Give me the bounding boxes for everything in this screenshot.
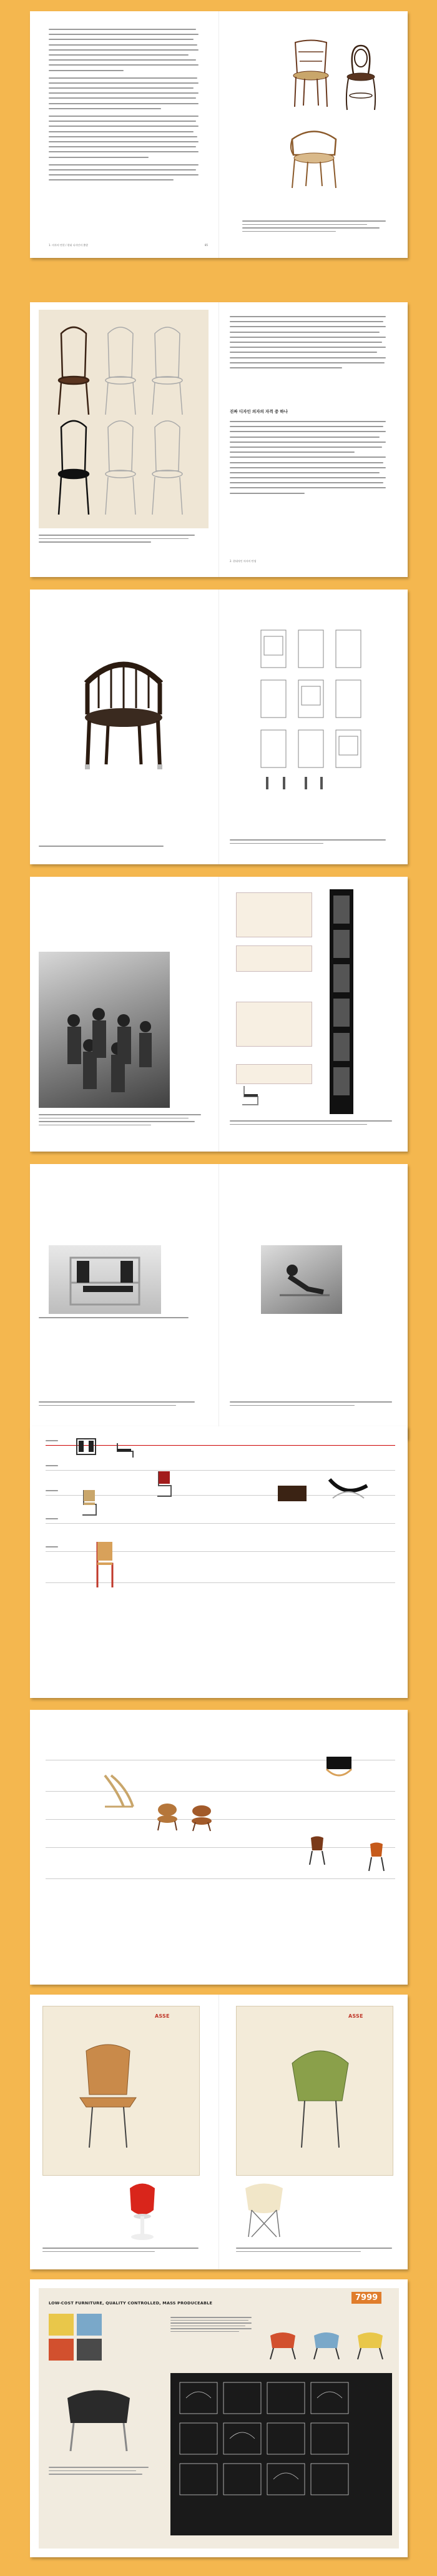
timeline-rule [46,1819,395,1820]
armchair-photo [74,646,174,771]
catalog-title-right: ASSE [348,2013,363,2019]
figure-caption-right [230,1120,398,1127]
chair-icon [327,1473,370,1501]
book-spread-1 [30,11,408,258]
figure-caption-right [230,1401,398,1408]
chair-icon [277,1483,308,1504]
timeline-year-label [46,1465,58,1470]
chair-icon [114,1440,136,1459]
sidebar-note-3 [236,1002,312,1047]
tulip-chair [124,2182,161,2244]
cantilever-chair-icon [239,1083,264,1108]
chair-icon [102,1772,136,1810]
book-spread-3 [30,590,408,864]
timeline-year-label [46,1546,58,1551]
section-heading: 진짜 디자인 의자의 자격 중 하나 [230,409,288,414]
chair-icon [80,1489,99,1517]
book-spread-7 [30,1710,408,1985]
shell-chair [242,2182,286,2238]
book-spread-2 [30,302,408,577]
chair-icon [305,1835,330,1866]
timeline-rule [46,1791,395,1792]
timeline-year-label [46,1490,58,1495]
poster-text-block [170,2317,252,2334]
body-text-column [49,29,199,184]
chair-icon [155,1800,180,1832]
sketched-armchair [280,2038,361,2151]
figure-caption-right [230,839,392,846]
folio-right: 2. 현대적인 의자의 탄생 [230,560,257,563]
chair-icon [189,1804,214,1832]
book-spread-5 [30,1164,408,1439]
timeline-rule [46,1878,395,1879]
chair-icon [355,2329,386,2361]
book-spread-8 [30,1995,408,2269]
thonet-chair-illustration [342,42,380,111]
figure-caption [39,1114,207,1128]
folio-right: 85 [205,244,209,247]
colored-squares [49,2314,105,2364]
sketched-chair [67,2038,149,2151]
poster-headline: LOW-COST FURNITURE, QUALITY CONTROLLED, MASS PRODUCEABLE [49,2301,213,2306]
sidebar-note-2 [236,945,312,972]
figure-caption-left [39,1401,207,1408]
folio-left: 1. 의자의 변천 / 현대 디자인의 출발 [49,244,89,247]
chair-icon [311,2329,342,2361]
figure-caption [39,1317,201,1321]
chair-icon [92,1539,117,1589]
book-spread-6 [30,1426,408,1698]
film-strip-icon [330,889,353,1114]
figure-caption [242,220,392,234]
chair-icon [267,2329,298,2361]
book-spread-9 [30,2279,408,2557]
chair-icon [323,1754,355,1782]
timeline-rule-2 [46,1470,395,1471]
chair-icon [61,2379,136,2454]
timeline-year-label [46,1440,58,1445]
wassily-chair-illustration [64,1251,152,1311]
timeline-year-label [46,1518,58,1523]
chair-comparison-figure [49,321,199,521]
chair-icon [364,1841,389,1872]
chair-icon [74,1436,99,1461]
reclining-figure [273,1258,336,1308]
figure-caption [39,846,201,849]
poster-footnote [49,2467,155,2477]
catalog-title-left: ASSE [155,2013,170,2019]
timeline-rule [46,1847,395,1848]
chair-icon [155,1470,174,1498]
body-text-column-2 [230,421,386,498]
group-photo-figures [55,1002,161,1102]
figure-caption-right [236,2248,398,2254]
sidebar-note-4 [236,1064,312,1084]
figure-caption-left [42,2248,205,2254]
armchair-illustration [286,121,342,189]
figure-caption [39,535,201,545]
blueprint-drawings [177,2379,386,2529]
timeline-rule-4 [46,1523,395,1524]
bentwood-chair-illustration [286,39,336,108]
book-spread-4 [30,877,408,1152]
body-text-column [230,316,386,372]
technical-drawings [255,627,386,796]
sidebar-note-1 [236,892,312,937]
price-tag: 7999 [351,2292,381,2304]
